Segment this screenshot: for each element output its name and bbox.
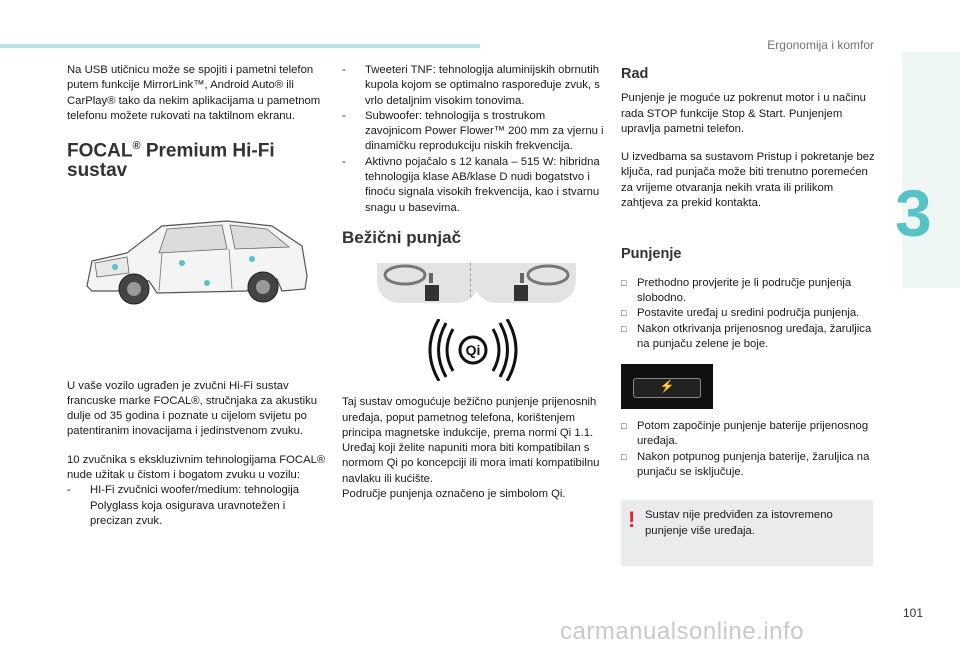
- wireless-body-3: Područje punjenja označeno je simbolom Qi.: [342, 488, 566, 501]
- list-item: - Tweeteri TNF: tehnologija aluminijskih obrnutih kupola kojom se optimalno raspoređuje zvuk, s vrlo detaljnim visokim tonovima.: [342, 63, 604, 109]
- charging-steps-1: [621, 276, 877, 352]
- list-item: - Aktivno pojačalo s 12 kanala – 515 W: hibridna tehnologija klase AB/klase D nudi bogatstvo i finoću signala visokih frekvencija, kao i stvarnu snagu u basevima.: [342, 155, 604, 216]
- operation-text-1: Punjenje je moguće uz pokrenut motor i u načinu rada STOP funkcije Stop & Start. Punjenjem upravlja pametni telefon.: [621, 92, 866, 135]
- warning-note-text: Sustav nije predviđen za istovremeno punjenje više uređaja.: [645, 509, 833, 537]
- list-item: □ Potom započinje punjenje baterije prijenosnog uređaja.: [621, 419, 877, 450]
- warning-note: [621, 500, 873, 566]
- list-item: □ Postavite uređaj u sredini područja punjenja.: [621, 306, 877, 321]
- charging-light-icon: ⚡: [659, 379, 675, 393]
- column-middle: [342, 63, 604, 502]
- speaker-list-left: [67, 483, 327, 529]
- qi-symbol: [342, 317, 604, 383]
- wireless-charger-heading: Bežični punjač: [342, 227, 462, 247]
- dashboard-illustration: [342, 263, 604, 313]
- speakers-intro: 10 zvučnika s ekskluzivnim tehnologijama FOCAL® nude užitak u čistom i bogatom zvuku u vozilu:: [67, 453, 326, 481]
- list-item: □ Prethodno provjerite je li područje punjenja slobodno.: [621, 276, 877, 307]
- operation-text-2: U izvedbama sa sustavom Pristup i pokretanje bez ključa, rad punjača može biti trenutno poremećen za vrijeme otvaranja nekih vrata ili prilikom zahtjeva za prekid kontakta.: [621, 151, 875, 210]
- car-illustration: [67, 191, 325, 321]
- charger-indicator-image: [621, 364, 713, 409]
- dashed-divider: [470, 263, 471, 297]
- usb-intro-text: Na USB utičnicu može se spojiti i pametni telefon putem funkcije MirrorLink™, Android Auto® ili CarPlay® tako da nekim aplikacijama u pametnom telefonu možete rukovati na taktilnom ekranu.: [67, 64, 321, 122]
- column-right: [621, 63, 877, 566]
- header-accent-bar: [0, 44, 480, 48]
- section-title: Ergonomija i komfor: [767, 38, 874, 52]
- lhd-dashboard-image: [377, 263, 479, 303]
- car-image: [67, 191, 325, 321]
- charging-steps-2: [621, 419, 877, 480]
- rhd-dashboard-image: [474, 263, 576, 303]
- qi-label: Qi: [465, 342, 481, 359]
- watermark: carmanualsonline.info: [560, 618, 804, 645]
- focal-description: U vaše vozilo ugrađen je zvučni Hi-Fi sustav francuske marke FOCAL®, stručnjaka za akustiku dulje od 35 godina i poznate u cijelom svijetu po patentiranim inovacijama i jedinstvenom zvuku.: [67, 379, 318, 438]
- steering-wheel-icon: [474, 263, 576, 303]
- charging-heading: Punjenje: [621, 246, 682, 263]
- speaker-list-right: [342, 63, 604, 216]
- chapter-number: 3: [895, 176, 932, 250]
- wireless-body-2: Uređaj koji želite napuniti mora biti kompatibilan s normom Qi po koncepciji ili mora imati kompatibilnu navlaku ili kućište.: [342, 442, 600, 485]
- warning-icon: !: [628, 507, 636, 533]
- chapter-tab: [902, 52, 960, 288]
- steering-wheel-icon: [377, 263, 479, 303]
- wireless-charging-icon: [423, 319, 523, 381]
- list-item: □ Nakon otkrivanja prijenosnog uređaja, žaruljica na punjaču zelene je boje.: [621, 322, 877, 353]
- column-left: [67, 63, 327, 529]
- operation-heading: Rad: [621, 66, 649, 82]
- wireless-body-1: Taj sustav omogućuje bežično punjenje prijenosnih uređaja, poput pametnog telefona, korištenjem principa magnetske indukcije, prema normi Qi 1.1.: [342, 396, 597, 439]
- page-number: 101: [902, 606, 923, 620]
- list-item: □ Nakon potpunog punjenja baterije, žaruljica na punjaču se isključuje.: [621, 450, 877, 481]
- list-item: - Subwoofer: tehnologija s trostrukom zavojnicom Power Flower™ 200 mm za vjernu i dinamičku reprodukciju niskih frekvencija.: [342, 109, 604, 155]
- list-item: - HI-Fi zvučnici woofer/medium: tehnologija Polyglass koja osigurava uravnotežen i precizan zvuk.: [67, 483, 327, 529]
- focal-heading: FOCAL® Premium Hi-Fi sustav: [67, 140, 275, 181]
